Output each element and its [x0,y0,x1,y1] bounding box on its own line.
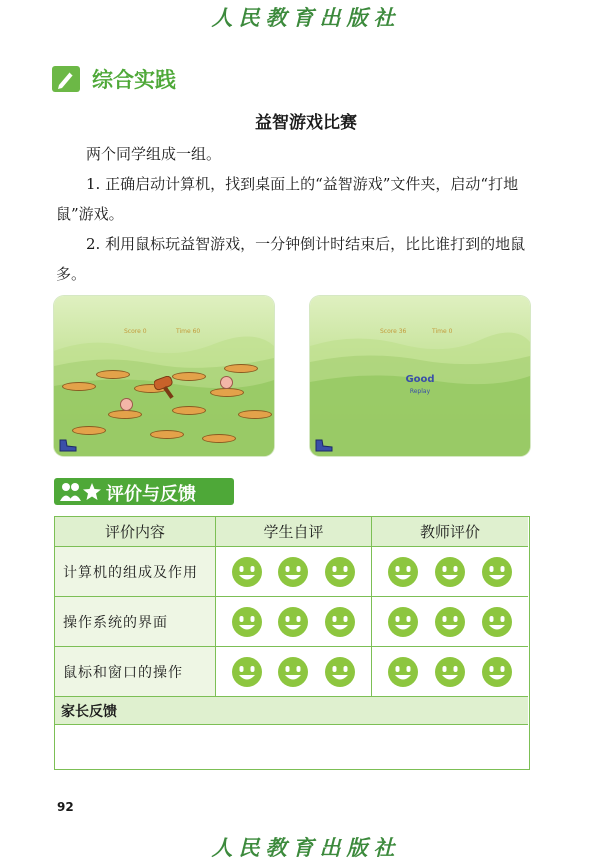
paragraph-1: 两个同学组成一组。 [86,145,222,163]
evaluation-table [54,516,530,770]
smiley-face-icon[interactable] [277,556,309,588]
result-text: Good [405,374,435,385]
smiley-face-icon[interactable] [231,656,263,688]
evaluation-title: 评价与反馈 [106,484,196,505]
smiley-face-icon[interactable] [434,656,466,688]
time-readout: Time 0 [432,328,453,335]
smiley-face-icon[interactable] [387,606,419,638]
parent-feedback-label: 家长反馈 [55,697,528,725]
score-readout: Score 0 [124,328,147,335]
mole-hole [238,410,272,419]
paragraph-3: 2. 利用鼠标玩益智游戏，一分钟倒计时结束后，比比谁打到的地鼠多。 [56,235,526,283]
mole-hole [108,410,142,419]
mole-hole [62,382,96,391]
smiley-face-icon[interactable] [324,656,356,688]
self-rating-faces [216,597,372,647]
mole [120,398,133,411]
smiley-face-icon[interactable] [387,556,419,588]
shoe-icon [58,438,78,452]
self-rating-faces [216,647,372,697]
smiley-face-icon[interactable] [481,656,513,688]
row-label: 操作系统的界面 [55,597,216,647]
mole-hole [96,370,130,379]
column-header-teacher: 教师评价 [372,517,528,547]
smiley-face-icon[interactable] [277,656,309,688]
parent-feedback-field[interactable] [55,725,528,768]
column-header-content: 评价内容 [55,517,216,547]
row-label: 鼠标和窗口的操作 [55,647,216,697]
smiley-face-icon[interactable] [434,556,466,588]
publisher-logo-top: 人民教育出版社 [211,5,401,30]
mole-hole [224,364,258,373]
smiley-face-icon[interactable] [481,606,513,638]
hammer-cursor-icon [154,376,180,400]
evaluation-header [54,478,234,505]
smiley-face-icon[interactable] [387,656,419,688]
section-title: 综合实践 [92,68,176,92]
game-screenshot-playing [54,296,274,456]
self-rating-faces [216,547,372,597]
smiley-face-icon[interactable] [481,556,513,588]
pencil-icon [52,66,80,92]
row-label: 计算机的组成及作用 [55,547,216,597]
smiley-face-icon[interactable] [324,606,356,638]
teacher-rating-faces [372,647,528,697]
mole-hole [172,406,206,415]
time-readout: Time 60 [176,328,201,335]
shoe-icon [314,438,334,452]
teacher-rating-faces [372,547,528,597]
group-star-icon [59,482,103,502]
smiley-face-icon[interactable] [231,556,263,588]
page-number: 92 [57,800,74,814]
smiley-face-icon[interactable] [277,606,309,638]
teacher-rating-faces [372,597,528,647]
game-screenshot-result [310,296,530,456]
replay-button[interactable]: Replay [409,388,431,395]
smiley-face-icon[interactable] [324,556,356,588]
mole-hole [72,426,106,435]
column-header-self: 学生自评 [216,517,372,547]
smiley-face-icon[interactable] [231,606,263,638]
activity-title: 益智游戏比赛 [255,113,357,133]
mole-hole [202,434,236,443]
mole [220,376,233,389]
score-readout: Score 36 [380,328,407,335]
paragraph-2: 1. 正确启动计算机，找到桌面上的“益智游戏”文件夹，启动“打地鼠”游戏。 [56,175,519,223]
mole-hole [150,430,184,439]
publisher-logo-bottom: 人民教育出版社 [211,835,401,860]
mole-hole [210,388,244,397]
smiley-face-icon[interactable] [434,606,466,638]
